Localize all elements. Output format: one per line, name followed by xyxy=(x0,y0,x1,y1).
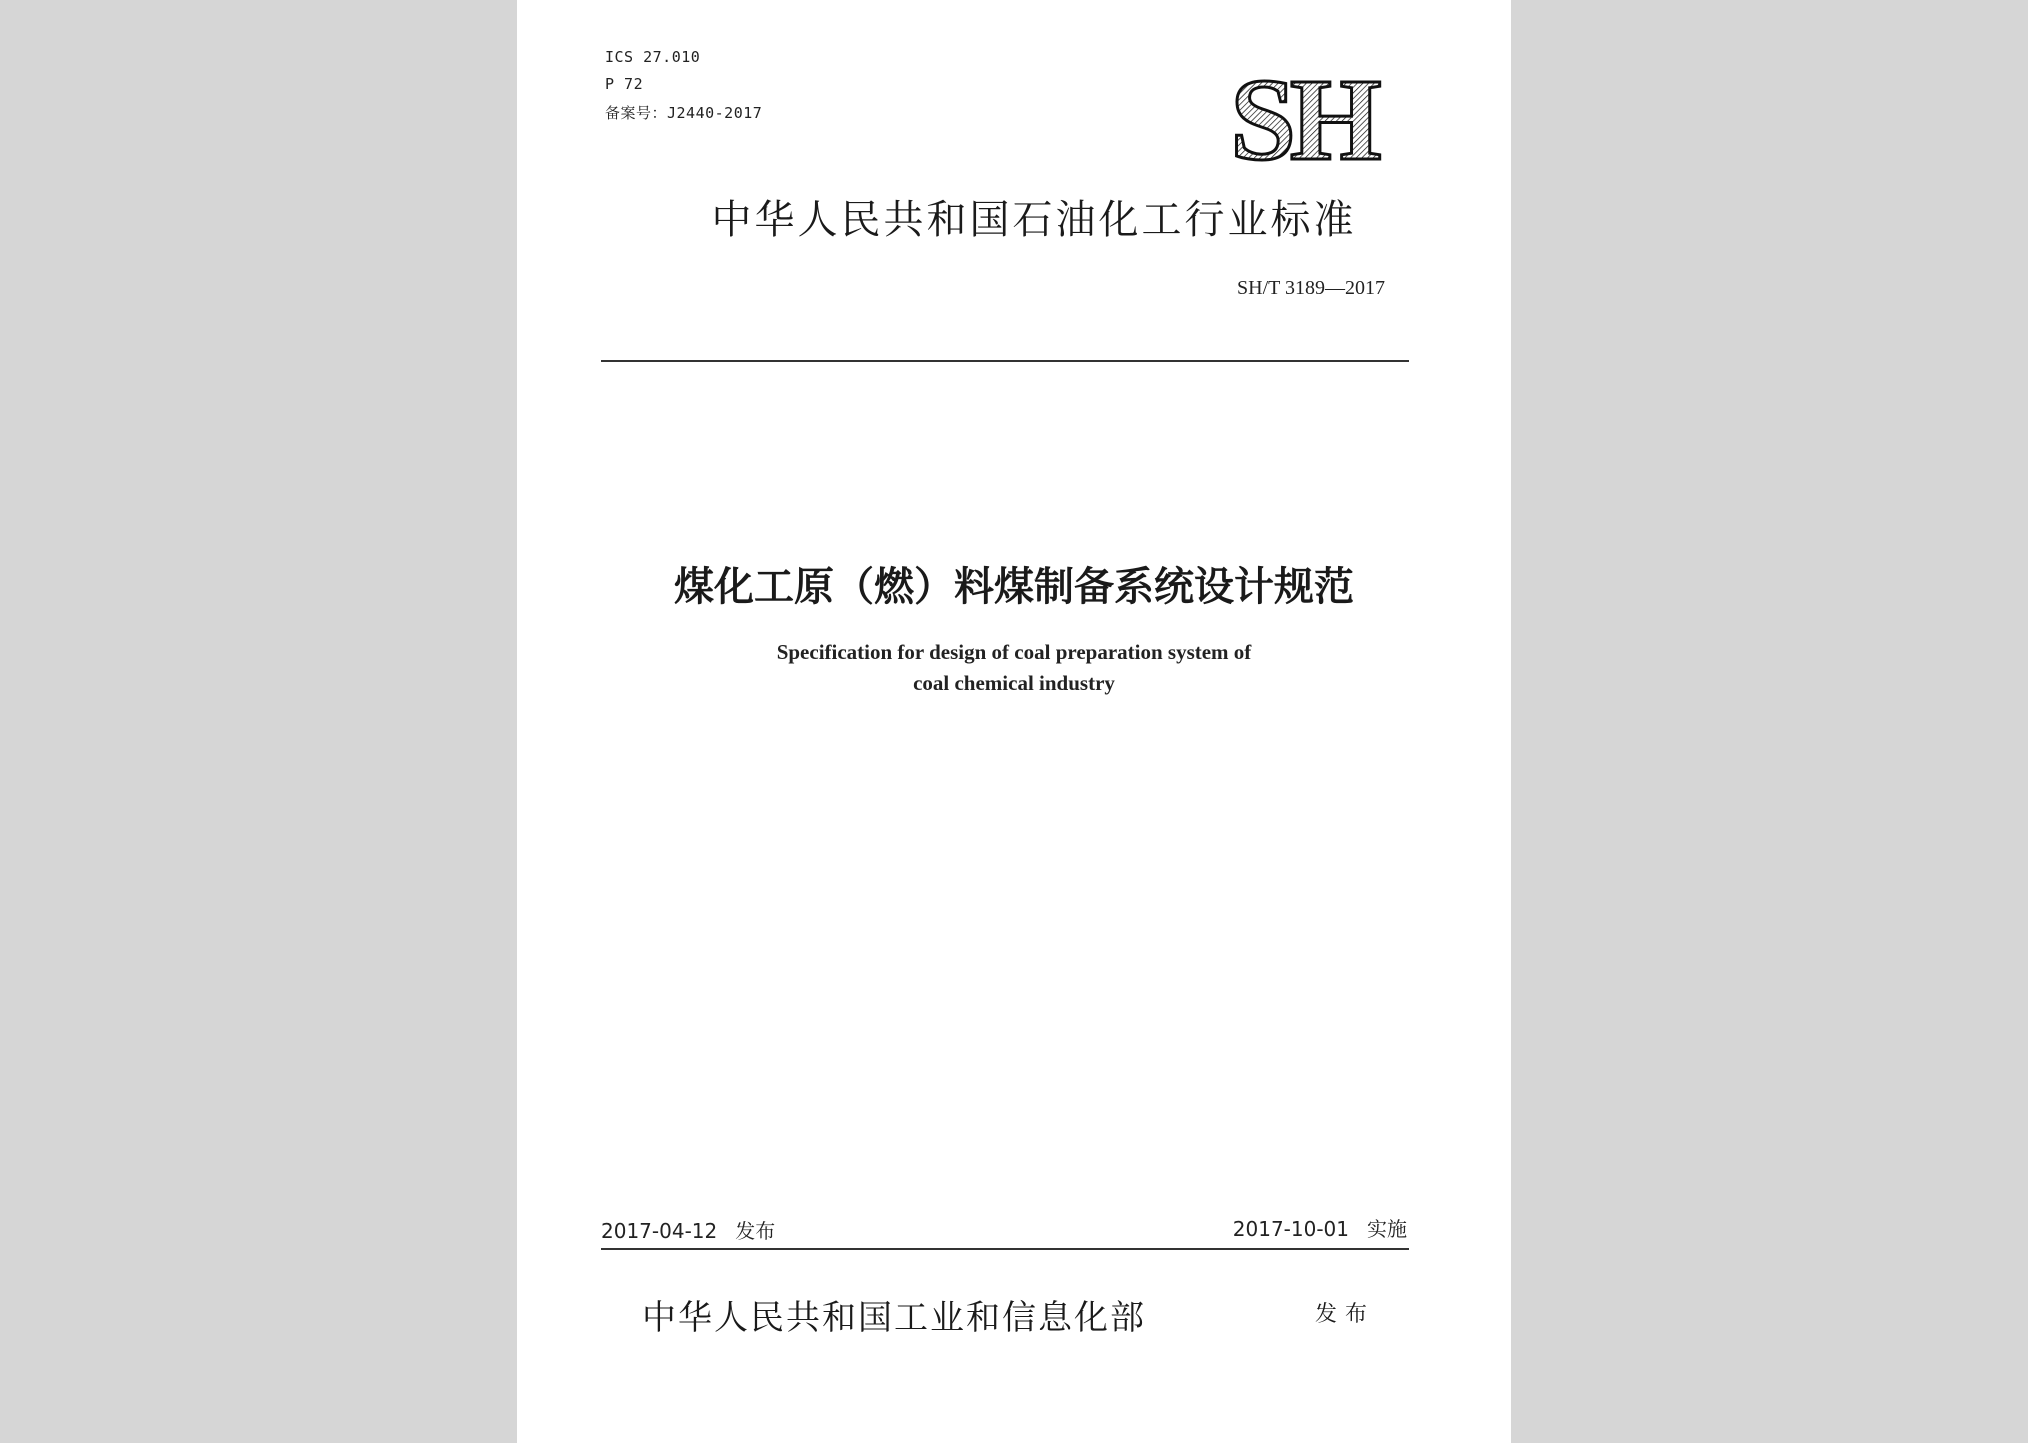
issue-label: 发布 xyxy=(735,1219,776,1243)
standard-category-title: 中华人民共和国石油化工行业标准 xyxy=(711,197,1357,243)
document-title-en-line1: Specification for design of coal preparation system of xyxy=(776,640,1252,664)
implement-date: 2017-10-01 xyxy=(1232,1217,1349,1241)
issue-date-block xyxy=(601,1215,775,1244)
document-page xyxy=(517,0,1511,1443)
issue-date: 2017-04-12 xyxy=(601,1219,718,1243)
standard-code: SH/T 3189—2017 xyxy=(1237,277,1385,299)
issuing-authority: 中华人民共和国工业和信息化部 xyxy=(642,1298,1146,1338)
implement-label: 实施 xyxy=(1367,1217,1407,1241)
document-title-en-line2: coal chemical industry xyxy=(913,671,1115,695)
document-title-cn: 煤化工原（燃）料煤制备系统设计规范 xyxy=(674,564,1354,610)
issuing-action: 发布 xyxy=(1315,1302,1376,1327)
ccs-code: P 72 xyxy=(605,75,644,93)
ics-code: ICS 27.010 xyxy=(605,48,701,66)
filing-number: 备案号：J2440-2017 xyxy=(605,104,763,122)
header-divider xyxy=(601,360,1409,362)
footer-divider xyxy=(601,1248,1409,1250)
sh-logo xyxy=(1187,55,1407,175)
sh-logo-text: SH xyxy=(1230,55,1376,175)
implement-date-block xyxy=(1233,1213,1407,1242)
